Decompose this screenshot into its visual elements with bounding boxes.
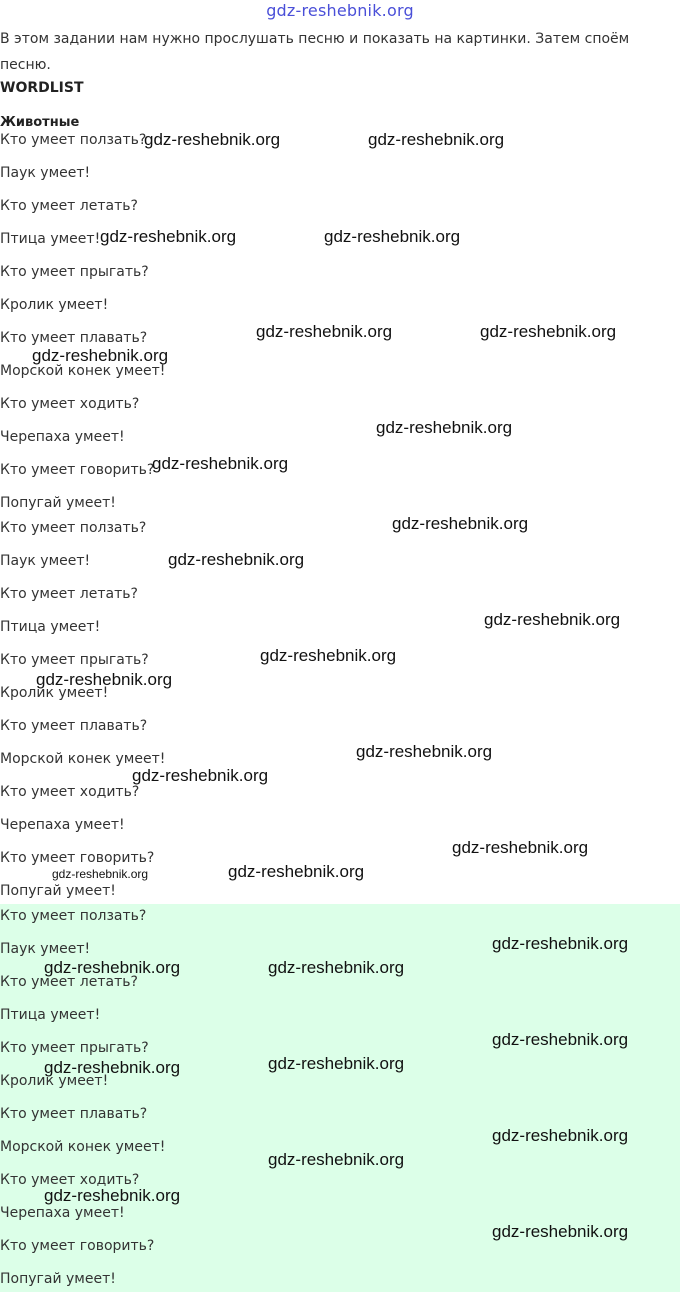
watermark: gdz-reshebnik.org	[376, 418, 513, 437]
lyric-line: Попугай умеет!	[0, 1271, 116, 1287]
lyric-line: Попугай умеет!	[0, 883, 116, 899]
lyric-line: Кто умеет летать?	[0, 974, 138, 990]
watermark: gdz-reshebnik.org	[44, 958, 181, 977]
watermark: gdz-reshebnik.org	[228, 862, 365, 881]
lyric-line: Кто умеет прыгать?	[0, 1040, 149, 1056]
lyric-line: Черепаха умеет!	[0, 817, 125, 833]
lyric-line: Кролик умеет!	[0, 297, 109, 313]
watermark: gdz-reshebnik.org	[356, 742, 493, 761]
lyric-line: Кролик умеет!	[0, 1073, 109, 1089]
watermark: gdz-reshebnik.org	[100, 227, 237, 246]
watermark: gdz-reshebnik.org	[32, 346, 169, 365]
watermark: gdz-reshebnik.org	[152, 454, 289, 473]
watermark: gdz-reshebnik.org	[480, 322, 617, 341]
watermark: gdz-reshebnik.org	[256, 322, 393, 341]
watermark: gdz-reshebnik.org	[44, 1186, 181, 1205]
watermark: gdz-reshebnik.org	[168, 550, 305, 569]
lyric-line: Морской конек умеет!	[0, 1139, 166, 1155]
watermark: gdz-reshebnik.org	[368, 130, 505, 149]
watermark: gdz-reshebnik.org	[52, 867, 149, 881]
watermark: gdz-reshebnik.org	[492, 1222, 629, 1241]
lyric-line: Птица умеет!	[0, 619, 101, 635]
lyric-line: Кролик умеет!	[0, 685, 109, 701]
watermark: gdz-reshebnik.org	[492, 1126, 629, 1145]
watermark: gdz-reshebnik.org	[44, 1058, 181, 1077]
lyric-line: Кто умеет ползать?	[0, 908, 147, 924]
lyric-line: Кто умеет говорить?	[0, 1238, 155, 1254]
lyric-line: Попугай умеет!	[0, 495, 116, 511]
lyric-line: Кто умеет ходить?	[0, 784, 140, 800]
watermark: gdz-reshebnik.org	[452, 838, 589, 857]
lyric-line: Птица умеет!	[0, 1007, 101, 1023]
watermark: gdz-reshebnik.org	[268, 1054, 405, 1073]
wordlist-title: WORDLIST	[0, 80, 84, 96]
lyric-line: Черепаха умеет!	[0, 429, 125, 445]
lyric-line: Кто умеет ползать?	[0, 520, 147, 536]
watermark: gdz-reshebnik.org	[484, 610, 621, 629]
lyric-line: Кто умеет ползать?	[0, 132, 147, 148]
site-header[interactable]: gdz-reshebnik.org	[266, 1, 414, 20]
lyric-line: Кто умеет говорить?	[0, 462, 155, 478]
lyric-line: Паук умеет!	[0, 941, 91, 957]
intro-text: В этом задании нам нужно прослушать песню и показать на картинки. Затем споём песню.	[0, 31, 630, 73]
lyric-line: Паук умеет!	[0, 165, 91, 181]
watermark: gdz-reshebnik.org	[324, 227, 461, 246]
lyric-line: Кто умеет летать?	[0, 198, 138, 214]
section-title: Животные	[0, 115, 80, 130]
lyric-line: Птица умеет!	[0, 231, 101, 247]
watermark: gdz-reshebnik.org	[392, 514, 529, 533]
lyric-line: Морской конек умеет!	[0, 363, 166, 379]
lyric-line: Кто умеет ходить?	[0, 396, 140, 412]
watermark: gdz-reshebnik.org	[132, 766, 269, 785]
lyric-line: Черепаха умеет!	[0, 1205, 125, 1221]
lyric-line: Паук умеет!	[0, 553, 91, 569]
watermark: gdz-reshebnik.org	[260, 646, 397, 665]
lyric-line: Кто умеет летать?	[0, 586, 138, 602]
watermark: gdz-reshebnik.org	[268, 1150, 405, 1169]
lyric-line: Кто умеет плавать?	[0, 1106, 148, 1122]
watermark: gdz-reshebnik.org	[36, 670, 173, 689]
lyric-line: Кто умеет плавать?	[0, 718, 148, 734]
lyric-line: Кто умеет ходить?	[0, 1172, 140, 1188]
watermark: gdz-reshebnik.org	[492, 934, 629, 953]
watermark: gdz-reshebnik.org	[492, 1030, 629, 1049]
watermark: gdz-reshebnik.org	[268, 958, 405, 977]
lyric-line: Кто умеет плавать?	[0, 330, 148, 346]
lyric-line: Кто умеет прыгать?	[0, 264, 149, 280]
watermark: gdz-reshebnik.org	[144, 130, 281, 149]
lyric-line: Кто умеет говорить?	[0, 850, 155, 866]
lyric-line: Кто умеет прыгать?	[0, 652, 149, 668]
lyric-line: Морской конек умеет!	[0, 751, 166, 767]
